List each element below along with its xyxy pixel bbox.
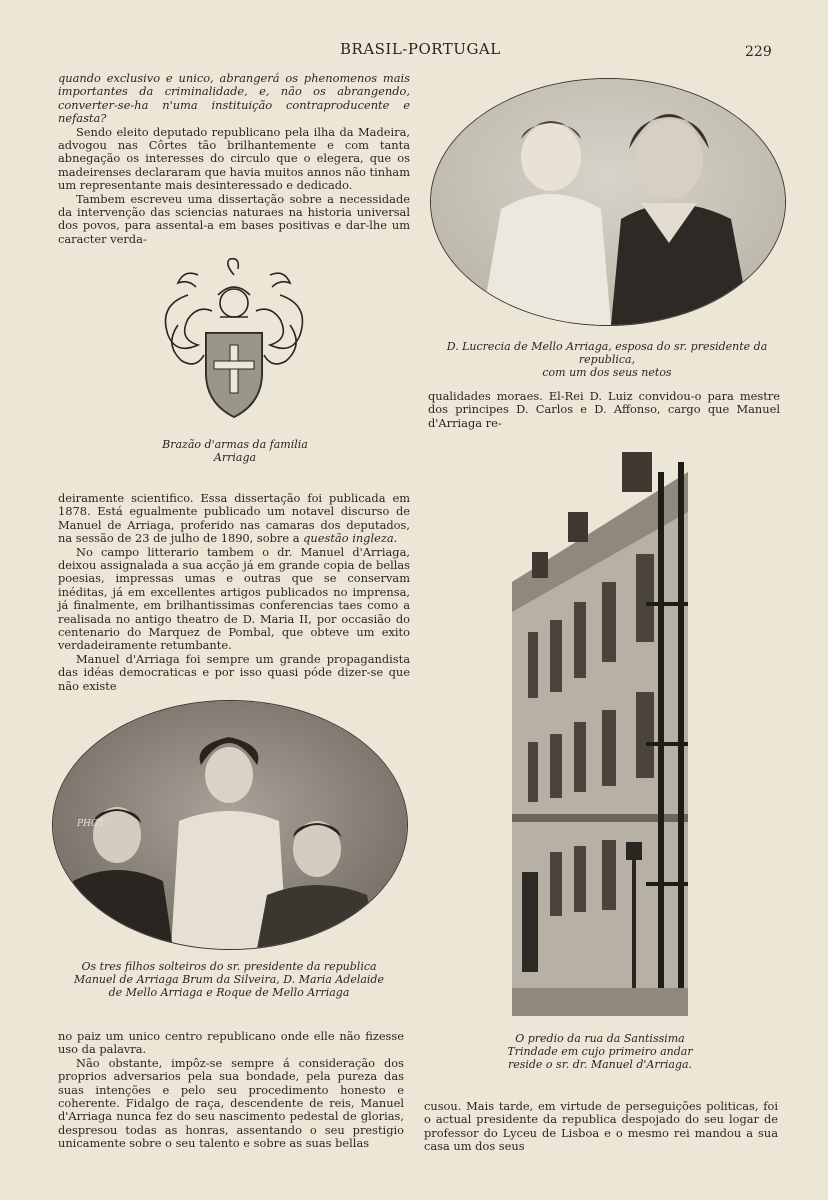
paragraph: no paiz um unico centro republicano onde elle não fizesse uso da palavra. xyxy=(58,1029,404,1057)
building-image-icon xyxy=(512,442,688,1016)
paragraph: Não obstante, impôz-se sempre á consideração dos proprios adversarios pela sua bondade, pela pureza das suas intenções e pelo seu procedimento honesto e coherente. Fidalgo de raça, descendente de reis, Manuel d'Arriaga nunca fez do seu nascimento pedestal de glorias, despresou todas as honras, assentando o seu prestigio unicamente sobre o seu talento e sobre as suas bellas xyxy=(58,1055,404,1151)
portrait-caption-children: Os tres filhos solteiros do sr. presidente da republica Manuel de Arriaga Brum da Silveira, D. Maria Adelaide de Mello Arriaga e Roque de Mello Arriaga xyxy=(74,960,384,999)
article-column-top-right: qualidades moraes. El-Rei D. Luiz convidou-o para mestre dos principes D. Carlos e D. Affonso, cargo que Manuel d'Arriaga re- xyxy=(428,389,780,430)
photographer-mark: PHOT xyxy=(77,819,105,829)
article-column-bottom-left xyxy=(58,1030,404,1151)
paragraph: Manuel d'Arriaga foi sempre um grande propagandista das idéas democraticas e por isso quasi póde dizer-se que não existe xyxy=(58,651,410,693)
article-column-mid-left xyxy=(58,492,410,693)
coat-of-arms-icon xyxy=(148,255,320,427)
page-number: 229 xyxy=(745,44,772,60)
coat-of-arms-illustration xyxy=(148,255,320,427)
portrait-photo-lucrecia xyxy=(430,78,786,326)
photo-image-icon xyxy=(431,79,785,325)
coat-of-arms-caption: Brazão d'armas da familia Arriaga xyxy=(162,438,308,464)
article-column-top-left xyxy=(58,72,410,246)
paragraph: quando exclusivo e unico, abrangerá os phenomenos mais importantes da criminalidade, e, não os abrangendo, converter-se-ha n'uma instituição contraproducente e nefasta? xyxy=(58,71,410,126)
paragraph: Sendo eleito deputado republicano pela ilha da Madeira, advogou nas Côrtes tão brilhantemente e com tanta abnegação os interesses do circulo que o elegera, que os madeirenses declararam que havia muitos annos não tinham um representante mais desinteressado e dedicado. xyxy=(58,124,410,193)
building-photo xyxy=(512,442,688,1016)
article-column-bottom-right: cusou. Mais tarde, em virtude de perseguições politicas, foi o actual presidente da republica despojado do seu logar de professor do Lyceu de Lisboa e o mesmo rei mandou a sua casa um dos seus xyxy=(424,1099,778,1154)
paragraph: No campo litterario tambem o dr. Manuel d'Arriaga, deixou assignalada a sua acção já em grande copia de bellas poesias, impressas umas e outras que se conservam inéditas, já em excellentes artigos publicados no imprensa, já finalmente, em brilhantissimas conferencias taes como a realisada no antigo theatro de D. Maria II, por occasião do centenario do Marquez de Pombal, que obteve um exito verdadeiramente retumbante. xyxy=(58,544,410,653)
running-header: BRASIL-PORTUGAL xyxy=(340,40,501,58)
paragraph: Tambem escreveu uma dissertação sobre a necessidade da intervenção das sciencias naturaes na historia universal dos povos, para assental-a em bases positivas e dar-lhe um caracter verda- xyxy=(58,191,410,246)
photo-image-icon xyxy=(53,701,407,949)
paragraph: deiramente scientifico. Essa dissertação foi publicada em 1878. Está egualmente publicado um notavel discurso de Manuel de Arriaga, proferido nas camaras dos deputados, na sessão de 23 de julho de 1890, sobre a questão ingleza. xyxy=(58,491,410,546)
portrait-caption-lucrecia: D. Lucrecia de Mello Arriaga, esposa do sr. presidente da republica, com um dos seus netos xyxy=(446,340,768,379)
building-photo-caption: O predio da rua da Santissima Trindade em cujo primeiro andar reside o sr. dr. Manuel d'Arriaga. xyxy=(507,1032,693,1071)
portrait-photo-children xyxy=(52,700,408,950)
